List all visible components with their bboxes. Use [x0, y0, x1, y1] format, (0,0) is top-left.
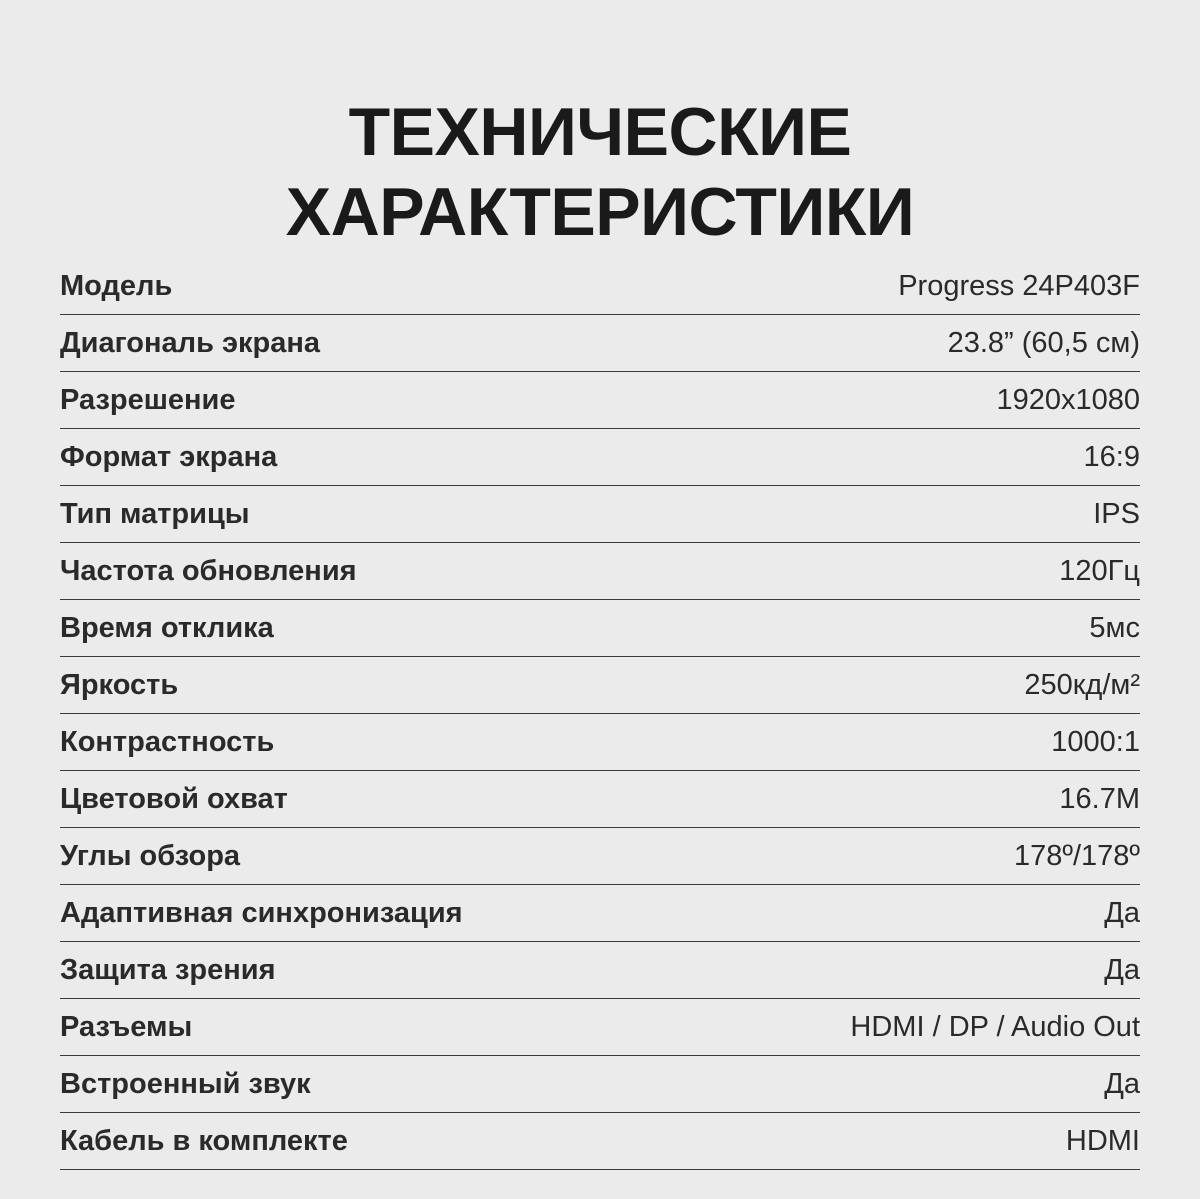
spec-value: 250кд/м² — [1024, 669, 1140, 701]
spec-row-resolution — [60, 373, 1140, 429]
spec-row-contrast — [60, 715, 1140, 771]
spec-value: Да — [1104, 1068, 1140, 1100]
spec-label: Контрастность — [60, 726, 275, 758]
spec-row-aspect-ratio — [60, 430, 1140, 486]
page-title — [0, 92, 1200, 252]
spec-value: 1920x1080 — [996, 384, 1140, 416]
spec-label: Защита зрения — [60, 954, 276, 986]
spec-table — [60, 259, 1140, 1170]
spec-label: Яркость — [60, 669, 179, 701]
spec-value: 16:9 — [1083, 441, 1140, 473]
spec-label: Адаптивная синхронизация — [60, 897, 463, 929]
spec-value: Progress 24P403F — [898, 270, 1140, 302]
spec-label: Углы обзора — [60, 840, 241, 872]
spec-value: IPS — [1093, 498, 1140, 530]
spec-value: 23.8” (60,5 см) — [947, 327, 1140, 359]
spec-row-refresh-rate — [60, 544, 1140, 600]
spec-row-eye-protection — [60, 943, 1140, 999]
spec-label: Тип матрицы — [60, 498, 250, 530]
spec-value: HDMI / DP / Audio Out — [850, 1011, 1140, 1043]
spec-value: 16.7M — [1059, 783, 1140, 815]
spec-row-viewing-angles — [60, 829, 1140, 885]
spec-label: Диагональ экрана — [60, 327, 320, 359]
spec-row-panel-type — [60, 487, 1140, 543]
spec-label: Кабель в комплекте — [60, 1125, 348, 1157]
spec-value: Да — [1104, 897, 1140, 929]
page-title-line-2: ХАРАКТЕРИСТИКИ — [285, 174, 915, 250]
spec-row-color-gamut — [60, 772, 1140, 828]
spec-row-brightness — [60, 658, 1140, 714]
spec-row-model — [60, 259, 1140, 315]
spec-label: Модель — [60, 270, 173, 302]
spec-label: Разъемы — [60, 1011, 193, 1043]
spec-row-cable-included — [60, 1114, 1140, 1170]
spec-row-built-in-audio — [60, 1057, 1140, 1113]
spec-value: Да — [1104, 954, 1140, 986]
spec-label: Встроенный звук — [60, 1068, 311, 1100]
spec-label: Разрешение — [60, 384, 236, 416]
spec-value: 1000:1 — [1051, 726, 1140, 758]
spec-value: 5мс — [1089, 612, 1140, 644]
spec-row-diagonal — [60, 316, 1140, 372]
spec-row-adaptive-sync — [60, 886, 1140, 942]
spec-label: Цветовой охват — [60, 783, 288, 815]
spec-value: HDMI — [1065, 1125, 1140, 1157]
spec-value: 120Гц — [1059, 555, 1140, 587]
spec-label: Частота обновления — [60, 555, 357, 587]
page-title-line-1: ТЕХНИЧЕСКИЕ — [348, 94, 852, 170]
spec-value: 178º/178º — [1013, 840, 1140, 872]
spec-row-connectors — [60, 1000, 1140, 1056]
spec-label: Формат экрана — [60, 441, 278, 473]
spec-row-response-time — [60, 601, 1140, 657]
spec-label: Время отклика — [60, 612, 274, 644]
